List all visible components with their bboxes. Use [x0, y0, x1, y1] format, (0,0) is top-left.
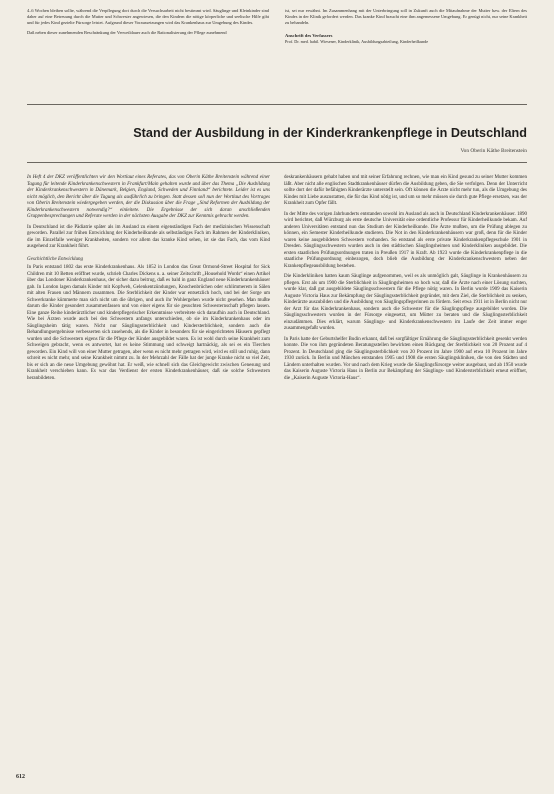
article-column-right: [284, 175, 527, 386]
article-paragraph: In Paris hatte der Geburtshelfer Budin erkannt, daß bei sorgfältiger Ernährung die Säuglingssterblichkeit gesenkt werden konnte. Die von ihm gegründeten Beratungsstellen bewirkten einen Rückgang der Sterblichkeit von 20 Prozent auf 4 Prozent. In Deutschland ging die Säuglingssterblichkeit von 20 Prozent im Jahre 1900 auf etwa 10 Prozent im Jahre 1930 zurück. In Berlin und München entstanden 1905 und 1908 die ersten Säuglingskliniken, die von den Städten und Ländern unterhalten wurden. Vor und nach dem Krieg wurde die Säuglingsfürsorge weiter ausgebaut, und ab 1950 wurde das Kaiserin Auguste Victoria Haus in Berlin zur Bekämpfung der Säuglings- und Kindersterblichkeit erneut eröffnet, die „Kaiserin Auguste Victoria-Haus“.: [284, 336, 527, 381]
article-paragraph: deskrankenhäusern gehabt haben und mit seiner Erfahrung rechnen, wie man ein Kind gesund zu seiner Mutter kommen läßt. Aber nicht alle englischen Stadtkrankenhäuser dürfen die Ausbildung geben, die Sie verfolgen. Denn der Unterricht sollte dort der dafür befähigten Kinderärzte unterstellt sein. Oft können die Ärzte nicht mehr tun, als die Umgebung des Kindes mit Liebe auszustatten, die für das Kind nötig ist, und um so mehr müssen sie durch gute Pflege ersetzen, was der Krankheit zum Opfer fällt.: [284, 175, 527, 206]
article-column-left: [27, 175, 270, 386]
article-author: Von Oberin Käthe Breitenstein: [460, 148, 527, 154]
divider-rule: [27, 104, 527, 105]
author-address: Prof. Dr. med. habil. Wiesener, Kinderklinik, Ausbildungsabteilung, Kinderheilkunde: [285, 38, 429, 44]
author-address-heading: Anschrift des Verfassers: [285, 32, 333, 38]
previous-article-right-column: [285, 8, 527, 44]
previous-article-paragraph: 4–6 Wochen bleiben sollte, während die Verpflegung dort durch die Versuchsarbeit nicht bestimmt wird. Säuglinge und Kleinkinder sind daher auf eine Betreuung durch die Mutter und Schwester angewiesen, die den Kindern die nötige körperliche und seelische Hilfe gibt und für jedes Kind gezielte Fürsorge leistet. Aufgrund dieser Voraussetzungen wird das Krankenhaus zur Umgebung des Kindes.: [27, 8, 269, 26]
article-paragraph: In der Mitte des vorigen Jahrhunderts entstanden sowohl im Ausland als auch in Deutschland Kinderkrankenhäuser. 1890 wird berichtet, daß Würzburg als erste deutsche Universität eine ordentliche Professur für Kinderheilkunde bekam. Auf anderen Universitäten entstand nun das Studium der Kinderheilkunde. Die Ärzte mußten, um die Prüfung ablegen zu können, ein Semester Kinderheilkunde studieren. Die Not in den Kinderkrankenhäusern war groß, denn für die Kinder waren keine ausgebildeten Schwestern vorhanden. So entstand als erste private Kinderkrankenpflegeschule 1901 in Dresden. Säuglingsschwestern wurden auch in den städtischen Säuglingsheimen und Kinderkliniken ausgebildet. Die ersten staatlichen Prüfungsordnungen traten in Preußen 1917 in Kraft. Ab 1923 wurde die Kinderkrankenpflege in die staatliche Prüfungsordnung einbezogen, doch blieb die Ausbildung der Kinderkrankenschwestern neben der Krankenpflegeausbildung bestehen.: [284, 211, 528, 269]
divider-rule: [27, 162, 527, 163]
section-subheading: Geschichtliche Entwicklung: [27, 256, 83, 262]
previous-article-paragraph: ist, sei nur erwähnt. Im Zusammenhang mit der Unterbringung soll in Zukunft auch die Mitaufnahme der Mutter bzw. der Eltern des Kindes in der Klinik gefordert werden. Das kranke Kind braucht eine ihm angemessene Umgebung. Er genügt nicht, nur seine Krankheit zu behandeln.: [285, 8, 527, 26]
previous-article-ending: [27, 8, 527, 44]
article-paragraph: In Deutschland ist die Pädiatrie später als im Ausland zu einem eigenständigen Fach der medizinischen Wissenschaft geworden. Parallel zur frühen Entwicklung der Kinderheilkunde als selbständiges Fach im Rahmen der Kinderkliniken, die im Einzelfalle weniger Krankheiten, sondern vor allem das kranke Kind sehen, ist sie das Fach, das vom Kind ausgehend zur Krankheit führt.: [27, 224, 270, 249]
article-paragraph: In Paris entstand 1802 das erste Kinderkrankenhaus. Als 1852 in London das Great Ormond-Street Hospital for Sick Children mit 10 Betten eröffnet wurde, schrieb Charles Dickens u. a. seiner Zeitschrift „Household Words“ einen Artikel über das Londoner Kinderkrankenhaus, der sicher dazu beitrug, daß es bald in ganz England neue Kinderkrankenhäuser gab. In London lagen damals Kinder mit Kopfweh, Gelenkentzündungen, Knochenbrüchen oder schlimmerem in Sälen mit alten Frauen und Männern zusammen. Die Sterblichkeit der Kinder war entsetzlich hoch, und bei der Sorge um Schwerkranke kümmerte man sich nicht um die übrigen, und auch ihr Wohlergehen wurde nicht gesehen. Man mußte darum die Kinder gesondert zusammenfassen und von einer eigens für sie gesuchten Schwesternschaft pflegen lassen. Eine ganze Reihe kinderärztlicher und kinderpflegerischer Erkenntnisse verbreitete sich daraufhin auch in Deutschland. Wie bei Ärzten wurde auch bei den Schwestern anfangs unterschieden, ob sie im Kinderkrankenhaus oder im Säuglingsheim tätig waren. Nicht nur Säuglingssterblichkeit und Kindersterblichkeit, sondern auch die Behandlungsergebnisse verbesserten sich zusehends, als die Kinder in besonders für sie eingerichteten Häusern gepflegt wurden und die Schwestern eigens für die Pflege der Kinder ausgebildet waren. Es ist wohl durch seine Krankheit zum Schweigen gebracht, wenn es antwortet, hat es keine Stimmung und schweigt hartnäckig, als sei es ein Tierchen geworden. Ein Kind will von einer Mutter getragen, aber wenn es nicht mehr getragen wird, wird es still und ruhig, dann schreit es nicht mehr, und seine Krankheit nimmt zu. In der Mehrzahl der Fälle hat der junge Kranke nicht so viel Zeit, bis er sich an die neue Umgebung gewöhnt hat. Er weiß, wie schnell sich das Gleichgewicht zwischen Genesung und Krankheit verschieben kann. Es war das Verdienst der ersten Kinderkrankenhäuser, daß sie solche Schwestern heranbildeten.: [27, 265, 270, 381]
article-body: [27, 175, 527, 386]
article-title: Stand der Ausbildung in der Kinderkrankenpflege in Deutschland: [133, 126, 527, 141]
previous-article-paragraph: Daß neben dieser zunehmenden Beschränkung der Verweildauer auch die Rationalisierung der Pflege zunehmend: [27, 29, 227, 35]
page-number: 612: [16, 774, 25, 780]
article-paragraph: Die Kinderkliniken hatten kaum Säuglinge aufgenommen, weil es als unmöglich galt, Säuglinge in Krankenhäusern zu pflegen. Erst als um 1900 die Sterblichkeit in Säuglingsheimen so hoch war, daß die Ärzte nach einer Lösung suchten, wurde klar, daß gut ausgebildete Säuglingsschwestern für die Pflege nötig waren. In Berlin wurde 1909 das Kaiserin Auguste Victoria Haus zur Bekämpfung der Säuglingssterblichkeit gegründet, mit dem Ziel, die Sterblichkeit zu senken, Kinderärzte auszubilden und die Ausbildung von Säuglingspflegerinnen zu fördern. Seit etwa 1911 ist in Berlin nicht nur der Arzt für das Kinderkrankenhaus, sondern auch die Schwester für die Säuglingspflege ausgebildet worden. Die Säuglingsschwestern wurden in der Fürsorge eingesetzt, um Mütter zu beraten und die Säuglingssterblichkeit einzudämmen. Dies erklärt, warum Säuglings- und Kinderkrankenschwestern im Laufe der Zeit immer enger zusammengefaßt wurden.: [284, 274, 527, 331]
previous-article-left-column: [27, 8, 269, 44]
article-intro: In Heft 4 der DKZ veröffentlichten wir den Wortlaut eines Referates, das von Oberin Käthe Breitenstein während einer Tagung für leitende Kinderkrankenschwestern in Frankfurt/Main gehalten wurde und über das Thema „Die Ausbildung der Kinderkrankenschwestern in Dänemark, Belgien, England, Schweden und Finnland“ berichtete. Leider ist es uns nicht möglich, den Bericht über die Tagung als ausführlich zu bringen. Statt dessen soll nun der Wortlaut des Vortrages von Oberin Breitenstein wiedergegeben werden, der die Diskussion über die Frage „Sind Reformen der Ausbildung der Kinderkrankenschwestern notwendig?“ einleitete. Die Ergebnisse der sich daran anschließenden Gruppenbesprechungen und Referate werden in der nächsten Ausgabe der DKZ zur Kenntnis gebracht werden.: [27, 175, 270, 219]
